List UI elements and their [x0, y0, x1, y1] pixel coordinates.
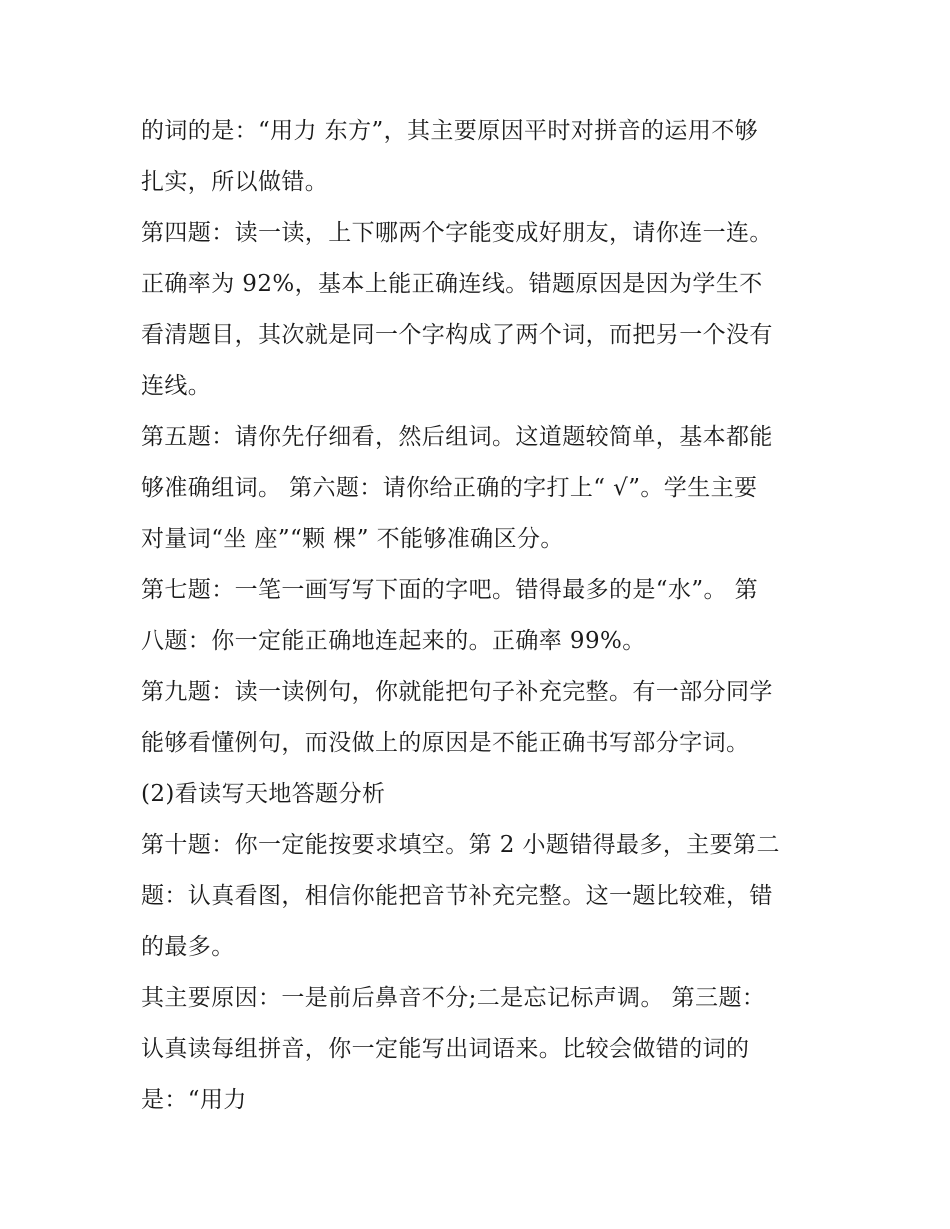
text-line: 第五题：请你先仔细看，然后组词。这道题较简单，基本都能	[141, 424, 773, 450]
text-line: 能够看懂例句，而没做上的原因是不能正确书写部分字词。	[141, 730, 750, 756]
text-line: 看清题目，其次就是同一个字构成了两个词，而把另一个没有	[141, 322, 773, 348]
text-line: 第九题：读一读例句，你就能把句子补充完整。有一部分同学	[141, 679, 773, 705]
text-line: 正确率为 92%，基本上能正确连线。错题原因是因为学生不	[141, 271, 763, 297]
section-heading: (2)看读写天地答题分析	[141, 781, 386, 807]
text-line: 其主要原因：一是前后鼻音不分;二是忘记标声调。 第三题：	[141, 985, 766, 1011]
text-line: 对量词“坐 座”“颗 棵” 不能够准确区分。	[141, 526, 564, 552]
text-line: 第四题：读一读，上下哪两个字能变成好朋友，请你连一连。	[141, 220, 773, 246]
text-line: 八题：你一定能正确地连起来的。正确率 99%。	[141, 628, 646, 654]
text-line: 的词的是：“用力 东方”，其主要原因平时对拼音的运用不够	[141, 118, 759, 144]
text-line: 的最多。	[141, 934, 235, 960]
document-body	[141, 106, 831, 1126]
text-line: 第七题：一笔一画写写下面的字吧。错得最多的是“水”。 第	[141, 577, 759, 603]
text-line: 认真读每组拼音，你一定能写出词语来。比较会做错的词的	[141, 1036, 750, 1062]
text-line: 够准确组词。 第六题：请你给正确的字打上“ √”。学生主要	[141, 475, 758, 501]
text-line: 连线。	[141, 373, 212, 399]
text-line: 题：认真看图，相信你能把音节补充完整。这一题比较难，错	[141, 883, 773, 909]
text-line: 扎实，所以做错。	[141, 169, 329, 195]
text-line: 是：“用力	[141, 1087, 247, 1113]
text-line: 第十题：你一定能按要求填空。第 2 小题错得最多，主要第二	[141, 832, 780, 858]
